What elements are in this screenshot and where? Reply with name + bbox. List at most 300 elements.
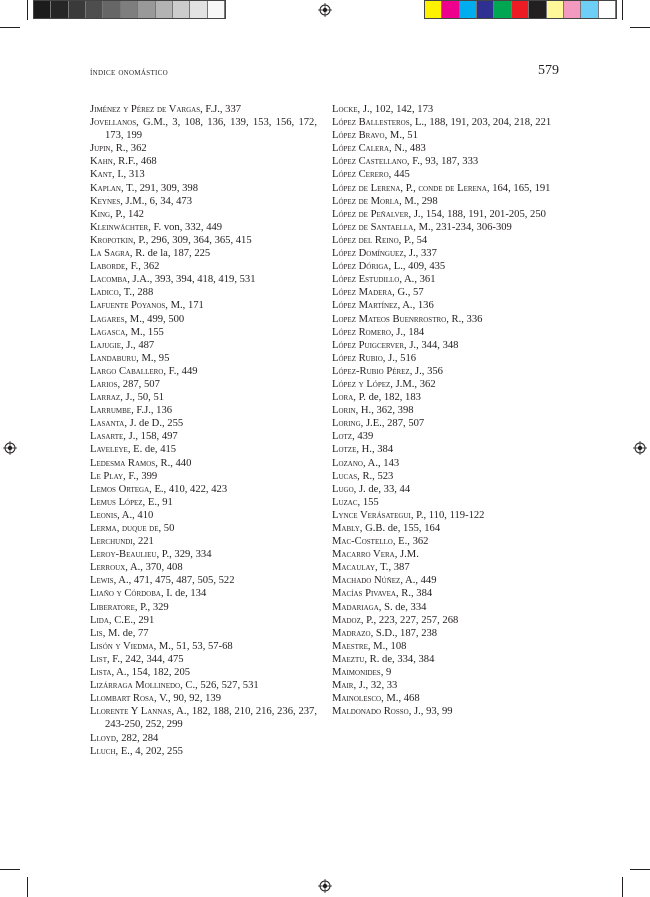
entry-name: Lynce Verásategui — [332, 509, 411, 521]
crop-mark — [630, 27, 650, 28]
color-swatch — [86, 1, 103, 18]
entry-name: Maeztu — [332, 653, 365, 665]
entry-references: , P., 142 — [110, 208, 144, 220]
entry-references: , E., 410, 422, 423 — [149, 483, 228, 495]
entry-name: Jupin — [90, 143, 111, 155]
entry-references: , M., 231-234, 306-309 — [413, 221, 512, 233]
index-entry — [90, 260, 317, 273]
entry-name: Leonis — [90, 509, 118, 521]
entry-references: , H., 362, 398 — [355, 405, 414, 417]
entry-references: , 445 — [388, 169, 410, 181]
index-entry — [332, 365, 559, 378]
entry-name: Loring — [332, 418, 361, 430]
running-header-title: índice onomástico — [90, 67, 168, 78]
color-swatch — [564, 1, 581, 18]
entry-name: Lis — [90, 627, 103, 639]
index-entry — [332, 234, 559, 247]
entry-references: , 287, 507 — [117, 378, 160, 390]
entry-name: Kaplan — [90, 182, 121, 194]
index-entry — [90, 339, 317, 352]
entry-references: , H., 384 — [356, 444, 394, 456]
crop-mark — [0, 27, 20, 28]
entry-name: López Castellano — [332, 156, 407, 168]
entry-references: , M., 171 — [165, 300, 204, 312]
entry-references: , G.M., 3, 108, 136, 139, 153, 156, 172, 173, 199 — [105, 117, 317, 142]
entry-references: , J., 93, 99 — [408, 706, 453, 718]
entry-references: , J., 184 — [390, 326, 425, 338]
index-entry — [332, 417, 559, 430]
entry-name: Laborde — [90, 261, 126, 273]
entry-references: , J., 154, 188, 191, 201-205, 250 — [408, 208, 546, 220]
entry-references: , A., 154, 182, 205 — [111, 667, 191, 679]
entry-references: , J. de D., 255 — [124, 418, 184, 430]
index-entry — [90, 352, 317, 365]
index-entry — [90, 430, 317, 443]
entry-name: López Puigcerver — [332, 339, 405, 351]
entry-name: Maestre — [332, 640, 368, 652]
color-swatch — [69, 1, 86, 18]
entry-references: , P., 110, 119-122 — [410, 509, 485, 521]
entry-references: , M., 95 — [136, 352, 170, 364]
color-swatch — [442, 1, 459, 18]
index-entry — [90, 221, 317, 234]
entry-references: , M., 51 — [384, 130, 418, 142]
grayscale-calibration-bar — [33, 0, 226, 19]
index-entry — [90, 640, 317, 653]
index-entry — [332, 195, 559, 208]
entry-name: Macarro Vera — [332, 549, 395, 561]
entry-references: , J., 487 — [120, 339, 155, 351]
entry-name: Lemus López — [90, 496, 143, 508]
entry-references: , M., 51, 53, 57-68 — [153, 640, 233, 652]
index-entry — [332, 182, 559, 195]
index-entry — [90, 483, 317, 496]
index-entry — [90, 561, 317, 574]
entry-name: Locke — [332, 104, 358, 115]
entry-name: Lida — [90, 614, 109, 626]
entry-references: , R.F., 468 — [112, 156, 157, 168]
entry-references: , I. de, 134 — [160, 588, 207, 600]
entry-references: , L., 188, 191, 203, 204, 218, 221 — [409, 117, 552, 129]
index-entry — [332, 103, 559, 116]
index-entry — [90, 705, 317, 731]
index-entry — [332, 313, 559, 326]
index-entry — [332, 509, 559, 522]
entry-references: , J., 356 — [409, 365, 443, 377]
entry-references: , S.D., 187, 238 — [370, 627, 438, 639]
entry-name: Lugo — [332, 483, 354, 495]
index-entry — [90, 391, 317, 404]
entry-references: , A., 410 — [117, 509, 154, 521]
color-swatch — [208, 1, 225, 18]
index-entry — [90, 679, 317, 692]
index-entry — [90, 745, 317, 758]
entry-references: , 155 — [357, 496, 379, 508]
page-number: 579 — [538, 63, 559, 78]
entry-references: , F. von, 332, 449 — [148, 221, 223, 233]
color-swatch — [547, 1, 564, 18]
entry-name: López Domínguez — [332, 248, 404, 260]
entry-references: , A., 136 — [397, 300, 434, 312]
entry-references: , A., 182, 188, 210, 216, 236, 237, 243-250, 252, 299 — [105, 706, 317, 731]
color-swatch — [581, 1, 598, 18]
index-entry — [332, 391, 559, 404]
entry-references: , F., 242, 344, 475 — [106, 653, 184, 665]
entry-name: Maimonides — [332, 667, 381, 679]
entry-name: Mably — [332, 523, 360, 534]
entry-references: , F., 399 — [123, 470, 158, 482]
crop-mark — [27, 0, 28, 20]
index-entry — [332, 221, 559, 234]
index-entry — [90, 142, 317, 155]
entry-references: , R. de, 334, 384 — [364, 653, 435, 665]
entry-name: Lagares — [90, 313, 125, 325]
entry-references: , T., 387 — [375, 562, 410, 574]
entry-references: , P., 329 — [134, 601, 169, 613]
index-entry — [90, 378, 317, 391]
entry-name: López Rubio — [332, 352, 383, 364]
entry-name: Jiménez y Pérez de Vargas — [90, 104, 201, 115]
entry-references: , N., 483 — [389, 143, 426, 155]
entry-references: , C., 526, 527, 531 — [180, 680, 259, 692]
index-entry — [332, 142, 559, 155]
index-entry — [90, 103, 317, 116]
color-swatch — [138, 1, 155, 18]
entry-name: Machado Núñez — [332, 575, 401, 587]
entry-references: , F., 362 — [125, 261, 160, 273]
entry-references: , J., 344, 348 — [404, 339, 459, 351]
entry-references: , J.M., 362 — [390, 378, 436, 390]
index-entry — [90, 587, 317, 600]
entry-name: Macaulay — [332, 562, 375, 574]
entry-name: López del Reino — [332, 234, 399, 246]
crop-mark — [630, 869, 650, 870]
entry-references: , J.E., 287, 507 — [360, 418, 425, 430]
entry-references: , T., 291, 309, 398 — [121, 182, 199, 194]
entry-references: , R., 384 — [396, 588, 433, 600]
index-entry — [332, 705, 559, 718]
entry-name: Lotz — [332, 431, 353, 443]
color-swatch — [190, 1, 207, 18]
entry-references: , M. de, 77 — [102, 627, 149, 639]
entry-name: Lasarte — [90, 431, 124, 443]
entry-name: Liaño y Córdoba — [90, 588, 161, 600]
color-swatch — [156, 1, 173, 18]
entry-name: Llombart Rosa — [90, 693, 154, 705]
entry-references: , G.B. de, 155, 164 — [359, 523, 441, 534]
entry-name: Lerroux — [90, 562, 126, 574]
entry-references: , V., 90, 92, 139 — [154, 693, 222, 705]
index-entry — [332, 457, 559, 470]
entry-references: , R., 440 — [155, 457, 192, 469]
entry-name: Lloyd — [90, 732, 116, 744]
color-swatch — [103, 1, 120, 18]
entry-name: López Martínez — [332, 300, 398, 312]
entry-name: Kant — [90, 169, 113, 181]
index-entry — [332, 286, 559, 299]
index-entry — [90, 614, 317, 627]
entry-name: Laveleye — [90, 444, 128, 456]
index-entry — [332, 129, 559, 142]
color-swatch — [512, 1, 529, 18]
index-entry — [332, 326, 559, 339]
entry-name: Larraz — [90, 392, 121, 404]
index-entry — [90, 365, 317, 378]
entry-references: , R., 523 — [357, 470, 394, 482]
index-entry — [90, 522, 317, 535]
index-entry — [332, 548, 559, 561]
entry-references: , E. de, 415 — [127, 444, 177, 456]
entry-name: Lewis — [90, 575, 114, 587]
index-entry — [90, 247, 317, 260]
entry-name: Madrazo — [332, 627, 371, 639]
index-entry — [332, 116, 559, 129]
entry-name: Liberatore — [90, 601, 135, 613]
entry-name: López Calera — [332, 143, 390, 155]
registration-mark-icon — [633, 441, 647, 455]
entry-name: Mair — [332, 680, 354, 692]
entry-name: List — [90, 653, 107, 665]
entry-references: , F., 93, 187, 333 — [406, 156, 479, 168]
entry-name: Mac-Costello — [332, 536, 393, 548]
entry-references: , C.E., 291 — [108, 614, 155, 626]
entry-name: King — [90, 208, 111, 220]
index-column-left — [90, 103, 317, 758]
index-entry — [90, 313, 317, 326]
entry-references: , M., 468 — [381, 693, 420, 705]
index-entry — [90, 548, 317, 561]
color-swatch — [425, 1, 442, 18]
entry-references: , 439 — [352, 431, 374, 443]
entry-references: , 221 — [132, 536, 154, 548]
entry-name: Landaburu — [90, 352, 137, 364]
entry-name: Lisón y Viedma — [90, 640, 154, 652]
index-entry — [90, 574, 317, 587]
entry-name: Llorente Y Lannas — [90, 706, 172, 718]
index-entry — [332, 273, 559, 286]
index-entry — [332, 587, 559, 600]
crop-mark — [622, 0, 623, 20]
index-entry — [90, 286, 317, 299]
index-entry — [332, 496, 559, 509]
entry-name: López Madera — [332, 287, 393, 299]
index-entry — [90, 470, 317, 483]
registration-mark-icon — [318, 3, 332, 17]
entry-references: , R. de la, 187, 225 — [129, 248, 211, 260]
index-column-right — [332, 103, 559, 718]
index-entry — [332, 574, 559, 587]
entry-name: Macías Pivavea — [332, 588, 396, 600]
entry-name: López de Peñalver — [332, 208, 409, 220]
index-entry — [90, 182, 317, 195]
crop-mark — [0, 869, 20, 870]
entry-references: , R., 362 — [110, 143, 147, 155]
entry-name: López de Morla — [332, 195, 400, 207]
index-entry — [332, 378, 559, 391]
entry-references: , P., 54 — [398, 234, 428, 246]
registration-mark-icon — [318, 879, 332, 893]
entry-name: Madariaga — [332, 601, 379, 613]
index-entry — [90, 326, 317, 339]
entry-name: Lucas — [332, 470, 358, 482]
entry-references: , T., 288 — [118, 287, 154, 299]
entry-name: Lopez Mateos Buenrrostro — [332, 313, 447, 325]
color-swatch — [173, 1, 190, 18]
index-entry — [90, 653, 317, 666]
entry-references: , I., 313 — [112, 169, 145, 181]
index-entry — [332, 653, 559, 666]
index-entry — [332, 430, 559, 443]
index-entry — [90, 732, 317, 745]
entry-references: , A., 370, 408 — [125, 562, 183, 574]
entry-references: , E., 362 — [392, 536, 429, 548]
crop-mark — [27, 877, 28, 897]
entry-references: , M., 108 — [367, 640, 407, 652]
index-entry — [332, 561, 559, 574]
color-swatch — [529, 1, 546, 18]
entry-name: Ladico — [90, 287, 119, 299]
entry-name: Luzac — [332, 496, 358, 508]
index-entry — [90, 417, 317, 430]
index-entry — [332, 679, 559, 692]
entry-references: , P., 223, 227, 257, 268 — [360, 614, 459, 626]
entry-name: Larios — [90, 378, 118, 390]
index-entry — [90, 443, 317, 456]
index-entry — [332, 692, 559, 705]
entry-name: López Estudillo — [332, 274, 400, 286]
entry-name: Maldonado Rosso — [332, 706, 409, 718]
entry-references: , J., 32, 33 — [353, 680, 398, 692]
entry-name: Keynes — [90, 195, 121, 207]
entry-references: , 164, 165, 191 — [486, 182, 551, 194]
index-entry — [90, 509, 317, 522]
entry-name: López y López — [332, 378, 391, 390]
entry-name: Jovellanos — [90, 117, 137, 129]
entry-references: , 50 — [158, 523, 175, 534]
entry-name: López Cerero — [332, 169, 389, 181]
entry-references: , J.M. — [394, 549, 419, 561]
index-entry — [90, 168, 317, 181]
index-entry — [332, 535, 559, 548]
registration-mark-icon — [3, 441, 17, 455]
entry-references: , P. de, 182, 183 — [353, 392, 421, 404]
entry-name: Lagasca — [90, 326, 126, 338]
entry-name: Kropotkin — [90, 234, 134, 246]
entry-references: , A., 361 — [399, 274, 436, 286]
index-entry — [332, 640, 559, 653]
color-swatch — [477, 1, 494, 18]
index-entry — [332, 404, 559, 417]
index-entry — [332, 168, 559, 181]
entry-name: Largo Caballero — [90, 365, 164, 377]
entry-references: , F.J., 337 — [200, 104, 242, 115]
index-entry — [90, 535, 317, 548]
entry-references: , S. de, 334 — [378, 601, 427, 613]
entry-references: , M., 155 — [125, 326, 164, 338]
color-swatch — [34, 1, 51, 18]
index-entry — [332, 247, 559, 260]
entry-references: , E., 4, 202, 255 — [115, 745, 183, 757]
entry-references: , A., 143 — [362, 457, 400, 469]
index-entry — [332, 627, 559, 640]
entry-references: , A., 449 — [400, 575, 437, 587]
index-entry — [90, 195, 317, 208]
entry-name: Le Play — [90, 470, 124, 482]
entry-name: Lemos Ortega — [90, 483, 150, 495]
entry-references: , F., 449 — [163, 365, 198, 377]
index-entry — [90, 299, 317, 312]
entry-references: , J., 516 — [382, 352, 417, 364]
entry-name: López de Lerena, P., conde de Lerena — [332, 182, 487, 194]
entry-name: Lacomba — [90, 274, 128, 286]
entry-references: , J., 50, 51 — [120, 392, 165, 404]
entry-name: Kleinwächter — [90, 221, 149, 233]
color-swatch — [460, 1, 477, 18]
entry-references: , 9 — [380, 667, 392, 679]
entry-name: Leroy-Beaulieu — [90, 549, 157, 561]
entry-references: , M., 298 — [399, 195, 438, 207]
index-entry — [90, 601, 317, 614]
entry-references: , J.A., 393, 394, 418, 419, 531 — [127, 274, 256, 286]
color-swatch — [599, 1, 616, 18]
index-entry — [90, 692, 317, 705]
index-entry — [90, 155, 317, 168]
index-entry — [332, 208, 559, 221]
entry-references: , P., 296, 309, 364, 365, 415 — [133, 234, 252, 246]
entry-name: López Romero — [332, 326, 391, 338]
crop-mark — [622, 877, 623, 897]
entry-name: Lotze — [332, 444, 357, 456]
index-entry — [90, 116, 317, 142]
entry-name: La Sagra — [90, 248, 130, 260]
entry-name: Lozano — [332, 457, 363, 469]
color-swatch — [121, 1, 138, 18]
index-entry — [332, 155, 559, 168]
entry-references: , J.M., 6, 34, 473 — [120, 195, 193, 207]
entry-name: Lorin — [332, 405, 356, 417]
entry-name: Lajugie — [90, 339, 121, 351]
index-entry — [332, 483, 559, 496]
entry-references: , J. de, 33, 44 — [353, 483, 411, 495]
index-entry — [332, 352, 559, 365]
entry-references: , J., 337 — [403, 248, 437, 260]
entry-references: , G., 57 — [392, 287, 424, 299]
entry-name: Lafuente Poyanos — [90, 300, 166, 312]
index-entry — [332, 666, 559, 679]
entry-references: , A., 471, 475, 487, 505, 522 — [113, 575, 235, 587]
index-entry — [90, 404, 317, 417]
index-entry — [332, 443, 559, 456]
entry-name: Lista — [90, 667, 112, 679]
index-entry — [90, 496, 317, 509]
entry-name: López Dóriga — [332, 261, 389, 273]
index-entry — [90, 457, 317, 470]
color-swatch — [494, 1, 511, 18]
color-swatch — [51, 1, 68, 18]
entry-name: Lasanta — [90, 418, 125, 430]
entry-name: Mainolesco — [332, 693, 382, 705]
entry-references: , E., 91 — [142, 496, 173, 508]
entry-references: , J., 158, 497 — [123, 431, 178, 443]
entry-name: Madoz — [332, 614, 361, 626]
entry-name: Lizárraga Mollinedo — [90, 680, 181, 692]
entry-references: , P., 329, 334 — [156, 549, 212, 561]
color-calibration-bar — [424, 0, 617, 19]
index-entry — [90, 234, 317, 247]
index-entry — [332, 299, 559, 312]
entry-name: Kahn — [90, 156, 113, 168]
entry-name: Lluch — [90, 745, 116, 757]
